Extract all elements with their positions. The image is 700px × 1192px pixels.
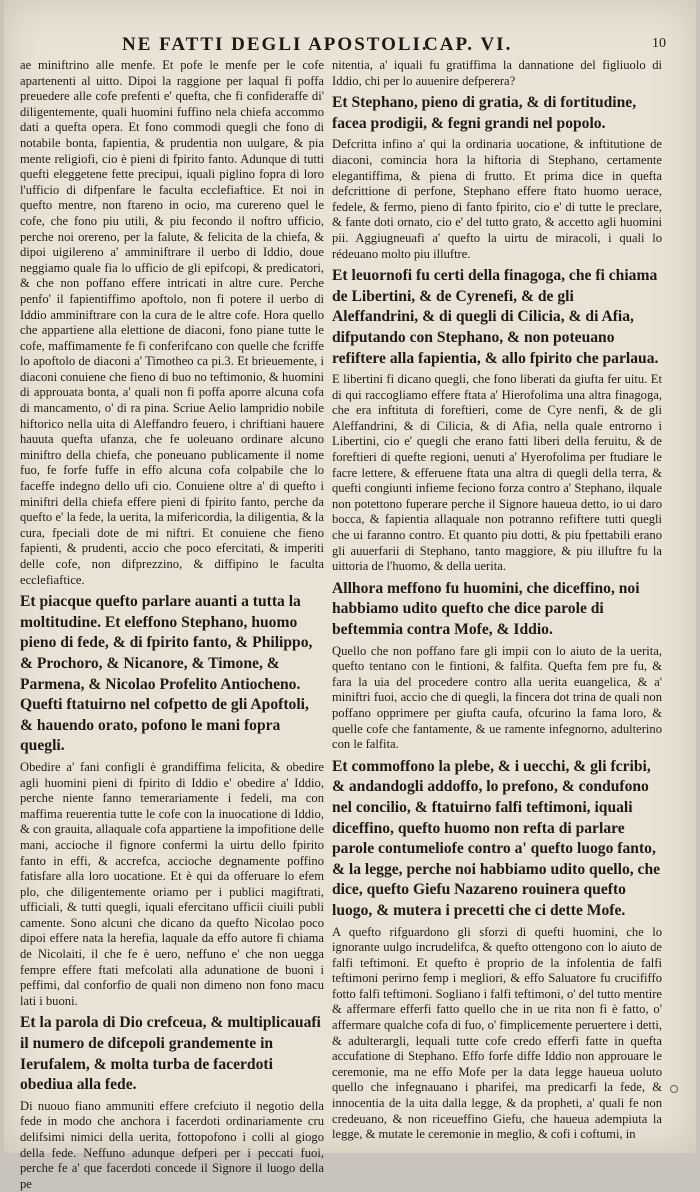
running-title: NE FATTI DEGLI APOSTOLI. xyxy=(122,34,429,55)
commentary-paragraph: Di nuouo fiano ammuniti effere crefciuto il negotio della fede in modo che anchora i facerdoti ordinariamente cru delifsimi nimici della uerita, fottopofono i colli al giogo della fede. Neffuno adunque defperi per i peccati fuoi, perche fe a' que facerdoti concede il Signore il luogo della pe xyxy=(20,1098,324,1191)
commentary-paragraph: Defcritta infino a' qui la ordinaria uocatione, & inftitutione de diaconi, comincia hora la hiftoria di Stephano, certamente elegantiffima, & piena di frutto. Et prima dice in quefta defcrittione di perfone, Stephano effere ftato huomo uerace, fedele, & fermo, pieno di fanto fpirito, cio e' di tutte le preclare, & fante doti ornato, cio e' del tutto grato, & accetto agli huomini pii. Aggiugneuafi a' quefto la uirtu de miracoli, i quali lo rédeuano molto piu illuftre. xyxy=(332,137,662,261)
commentary-paragraph: Obedire a' fani configli è grandiffima felicita, & obedire agli huomini pieni di fpirito di Iddio e' obedire a' Iddio, perche niente fanno temerariamente i fedeli, ma con maffima reuerentia tutte le cofe con la inuocatione di Iddio, & con grauita, allaquale cofa appartiene la impofitione delle mani, accioche il fignore confermi la uirtu dello fpirito fanto in effi, & accrefca, accioche degnamente poffino fatisfare alla loro uocatione. Et è qui da offeruare lo efem plo, che diligentemente oriamo per i publici magiftrati, ufficiali, & tutti quegli, iquali efercitano ufficii ciuili publi camente. Sono alcuni che dicano da quefto Nicolao poco dipoi effere nata la herefia, laquale da effo autore fi chiama de Nicolaiti, il che fe è uero, neffuno e' che non uegga fempre effere ftati mefcolati alla adunatione de buoni i peffimi, dal conforfio de quali non dimeno non fono macu lati i buoni. xyxy=(20,759,324,1008)
commentary-paragraph: nitentia, a' iquali fu gratiffima la dannatione del figliuolo di Iddio, chi per lo auuenire defperera? xyxy=(332,58,662,88)
left-column xyxy=(20,58,324,1191)
folio-number: 10 xyxy=(652,36,666,51)
page-blemish xyxy=(670,1085,678,1093)
commentary-paragraph: ae miniftrino alle menfe. Et pofe le menfe per le cofe apartenenti al uitto. Dipoi la raggione per laqual fi poffa preuedere alle cofe prefenti e' quefta, che fi confideraffe di' diligentemente, quali huomini fuffino nela chiefa accommo dati a quefta opera. Et fono commodi quegli che fono di notabile bonta, fapientia, & prudentia non uulgare, & pia mente religiofi, cio è pieni di fpirito fanto. Adunque di tutti quefti eleggetene fette precipui, iquali piglino fopra di loro l'ufficio di difpenfare le faculta ecclefiaftice. Et noi in quefto mentre, non ftareno in ocio, ma curereno quel le cofe, che fono piu utili, & piu fecondo il noftro ufficio, perche noi orereno, per la falute, & felicita de la chiefa, & dipoi uigilereno a' amminiftrare il uerbo di Iddio, doue neggiamo quale fia lo ufficio de gli epifcopi, & predicatori, & che non poffano effere intricati in altre cure. Perche penfo' il fapientiffimo apoftolo, non fi potere il uerbo di Iddio amminiftrare con la cura de le altre cofe. Hora quello che appartiene alla elettione de diaconi, fono piane tutte le cofe, maffimamente fe fi conferifcano con quelle che fcriffe lo apoftolo de diaconi a' Timotheo ca pi.3. Et brieuemente, i diaconi conuiene che fieno di buo no teftimonio, & huomini di approuata bonta, a' quali non fi poffa aporre alcuna cofa di mancamento, o' di ra pina. Scriue Aelio lampridio nobile hiftorico nella uita di Aleffandro feuero, i chriftiani hauere hauuta quefta ufanza, che fe uoleuano ordinare alcuno miniftro della chiefa, che poneuano publicamente il nome fuo, fe forfe fuffe in effo alcuna cofa colpabile che lo faceffe indegno dello ufi cio. Conuiene oltre a' di quefto i miniftri della chiefa effere pieni di fpirito fanto, perche da quefto e' la fede, la uerita, la mifericordia, la diligentia, & la cura, fpeciali dote de mi niftri. Et conuiene che fieno fapienti, & prudenti, accio che poco efercitati, & imperiti delle cofe, non difprezzino, & diffipino le faculta ecclefiaftice. xyxy=(20,58,324,587)
scripture-verse: Allhora meffono fu huomini, che diceffino, noi habbiamo udito quefto che dice parole di beftemmia contra Mofe, & Iddio. xyxy=(332,579,640,638)
scripture-verse: Et piacque quefto parlare auanti a tutta la moltitudine. Et eleffono Stephano, huomo pieno di fede, & di fpirito fanto, & Philippo, & Prochoro, & Nicanore, & Timone, & Parmena, & Nicolao Profelito Antiocheno. Quefti ftatuirno nel cofpetto de gli Apoftoli, & hauendo orato, pofono le mani fopra quegli. xyxy=(20,593,313,755)
scripture-verse: Et leuornofi fu certi della finagoga, che fi chiama de Libertini, & de Cyrenefi, & de gli Aleffandrini, & di quegli di Cilicia, & di Afia, difputando con Stephano, & non poteuano refiftere alla fapientia, & allo fpirito che parlaua. xyxy=(332,267,659,367)
commentary-paragraph: Quello che non poffano fare gli impii con lo aiuto de la uerita, quefto tentano con le fintioni, & falfita. Quefta fem pre fu, & fara la uia del procedere contro alla uerita euangelica, & a' miniftri fuoi, accio che di quegli, la fincera dot trina de quali non poffano opprimere per giufta caufa, ofcurino la fama loro, & quelle cofe che fantamente, & ue ramente infegnorno, adulterino con le falfita. xyxy=(332,643,662,752)
book-page xyxy=(4,0,696,1191)
scripture-verse: Et la parola di Dio crefceua, & multiplicauafi il numero de difcepoli grandemente in Ierufalem, & molta turba de facerdoti obediua alla fede. xyxy=(20,1014,321,1094)
scripture-verse: Et Stephano, pieno di gratia, & di fortitudine, facea prodigii, & fegni grandi nel popolo. xyxy=(332,94,637,132)
right-column xyxy=(332,58,662,1142)
commentary-paragraph: A quefto rifguardono gli sforzi di quefti huomini, che lo ignorante uulgo incrudelifca, & quefto ottengono con lo aiuto de falfi teftimoni. Et quefto è proprio de la infolentia de falfi teftimoni perirno femp i megliori, & effo Saluatore fu crucififfo fotto falfi teftimoni. Sogliano i falfi teftimoni, o' del tutto mentire & affermare efferfi fatto quello che in ue rita non fi è fatto, o' affermare qualche cofa di fuo, o' fimplicemente peruertere i detti, & adulterargli, lequali tutte cofe credo efferfi fatte in quefta accufatione di Stephano. Effo forfe diffe Iddio non approuare le ceremonie, ma ne effo Mofe per la data legge haueua uoluto quello che infegnauano i pharifei, ma predicarfi la fede, & innocentia de la uita dalla legge, & da propheti, a' quali fe non credeuano, & non riceueffino Giefu, che haueua adempiuta la legge, & mutate le ceremonie in meglio, & cofi i coftumi, in xyxy=(332,924,662,1142)
scripture-verse: Et commoffono la plebe, & i uecchi, & gli fcribi, & andandogli addoffo, lo prefono, & condufono nel concilio, & ftatuirno falfi teftimoni, iquali diceffino, quefto huomo non refta di parlare parole contumeliofe contro a' quefto luogo fanto, & la legge, perche noi habbiamo udito quello, che dice, quefto Giefu Nazareno rouinera quefto luogo, & mutera i precetti che ci dette Mofe. xyxy=(332,757,661,919)
commentary-paragraph: E libertini fi dicano quegli, che fono liberati da giufta fer uitu. Et di qui raccogliamo effere ftata a' Hierofolima una altra finagoga, che era inftituta di foreftieri, come de Cyre nenfi, & de gli Aleffandrini, & di Cilicia, & di Afia, nella quale entrorno i Libertini, cio e' quegli che erano fatti liberi della feruitu, & de foreftieri di quefte regioni, uenuti a' Hyerofolima per ftudiare le facre lettere, & efferuene ftata una altra di quegli della terra, & quefti congiunti infieme feciono forza contro a' Stephano, ilquale non potettono fuperare perche il Signore haueua detto, io ui daro bocca, & fapientia allaquale non potranno refiftere tutti quegli che ui faranno contro. Et quanto piu dotti, & piu fpettabili erano gli auuerfarii di Stephano, tanto maggiore, & piu illuftre fu la uittoria de l'huomo, & della uerita. xyxy=(332,372,662,574)
chapter-heading: CAP. VI. xyxy=(424,34,513,55)
